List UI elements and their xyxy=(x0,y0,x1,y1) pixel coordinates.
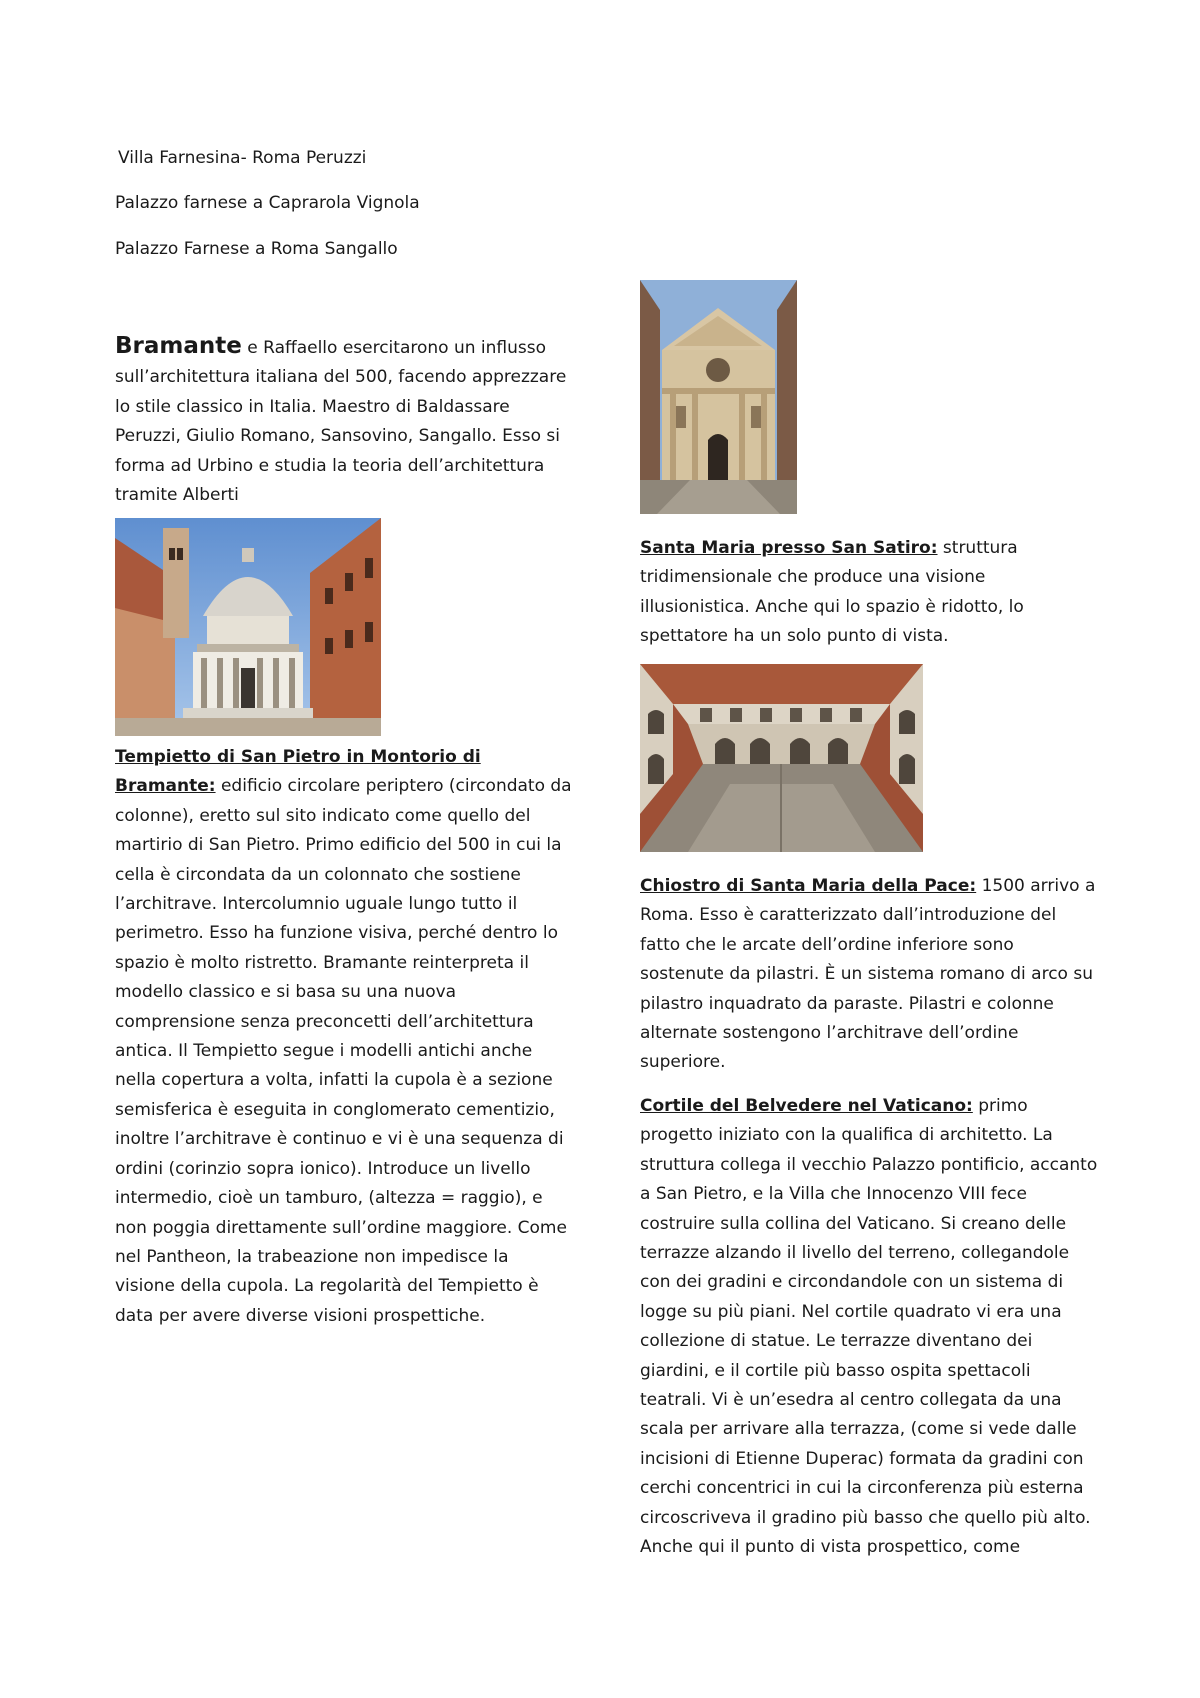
tempietto-title: Tempietto di San Pietro in Montorio di Bramante: xyxy=(115,747,481,797)
bramante-lead: Bramante xyxy=(115,333,242,359)
belvedere-paragraph xyxy=(640,1092,1098,1563)
san-satiro-photo xyxy=(640,280,797,514)
san-satiro-paragraph xyxy=(640,534,1098,652)
chiostro-text: 1500 arrivo a Roma. Esso è caratterizzato dall’introduzione del fatto che le arcate dell’ordine inferiore sono sostenute da pilastri. È un sistema romano di arco su pilastro inquadrato da paraste. Pilastri e colonne alternate sostengono l’architrave dell’ordine superiore. xyxy=(640,876,1096,1073)
chiostro-paragraph xyxy=(640,872,1098,1078)
san-satiro-title: Santa Maria presso San Satiro: xyxy=(640,538,938,558)
header-line-villa-farnesina: Villa Farnesina- Roma Peruzzi xyxy=(118,148,367,168)
chiostro-title: Chiostro di Santa Maria della Pace: xyxy=(640,876,977,896)
belvedere-text: primo progetto iniziato con la qualifica di architetto. La struttura collega il vecchio Palazzo pontificio, accanto a San Pietro, e la Villa che Innocenzo VIII fece costruire sulla collina del Vaticano. Si creano delle terrazze alzando il livello del terreno, collegandole con dei gradini e circondandole con un sistema di logge su più piani. Nel cortile quadrato vi era una collezione di statue. Le terrazze diventano dei giardini, e il cortile più basso ospita spettacoli teatrali. Vi è un’esedra al centro collegata da una scala per arrivare alla terrazza, (come si vede dalle incisioni di Etienne Duperac) formata da gradini con cerchi concentrici in cui la circonferenza più esterna circoscriveva il gradino più basso che quello più alto. Anche qui il punto di vista prospettico, come xyxy=(640,1096,1098,1558)
tempietto-paragraph xyxy=(115,743,573,1331)
tempietto-text: edificio circolare periptero (circondato da colonne), eretto sul sito indicato come quello del martirio di San Pietro. Primo edificio del 500 in cui la cella è circondata da un colonnato che sostiene l’architrave. Intercolumnio uguale lungo tutto il perimetro. Esso ha funzione visiva, perché dentro lo spazio è molto ristretto. Bramante reinterpreta il modello classico e si basa su una nuova comprensione senza preconcetti dell’architettura antica. Il Tempietto segue i modelli antichi anche nella copertura a volta, infatti la cupola è a sezione semisferica è eseguita in conglomerato cementizio, inoltre l’architrave è continuo e vi è una sequenza di ordini (corinzio sopra ionico). Introduce un livello intermedio, cioè un tamburo, (altezza = raggio), e non poggia direttamente sull’ordine maggiore. Come nel Pantheon, la trabeazione non impedisce la visione della cupola. La regolarità del Tempietto è data per avere diverse visioni prospettiche. xyxy=(115,776,572,1326)
bramante-intro-text: e Raffaello esercitarono un influsso sull’architettura italiana del 500, facendo apprezzare lo stile classico in Italia. Maestro di Baldassare Peruzzi, Giulio Romano, Sansovino, Sangallo. Esso si forma ad Urbino e studia la teoria dell’architettura tramite Alberti xyxy=(115,338,567,506)
belvedere-title: Cortile del Belvedere nel Vaticano: xyxy=(640,1096,973,1116)
san-satiro-text: struttura tridimensionale che produce una visione illusionistica. Anche qui lo spazio è ridotto, lo spettatore ha un solo punto di vista. xyxy=(640,538,1024,647)
header-line-caprarola: Palazzo farnese a Caprarola Vignola xyxy=(115,193,420,213)
tempietto-photo xyxy=(115,518,381,736)
chiostro-photo xyxy=(640,664,923,852)
header-line-palazzo-farnese: Palazzo Farnese a Roma Sangallo xyxy=(115,239,398,259)
bramante-intro-paragraph xyxy=(115,332,570,510)
